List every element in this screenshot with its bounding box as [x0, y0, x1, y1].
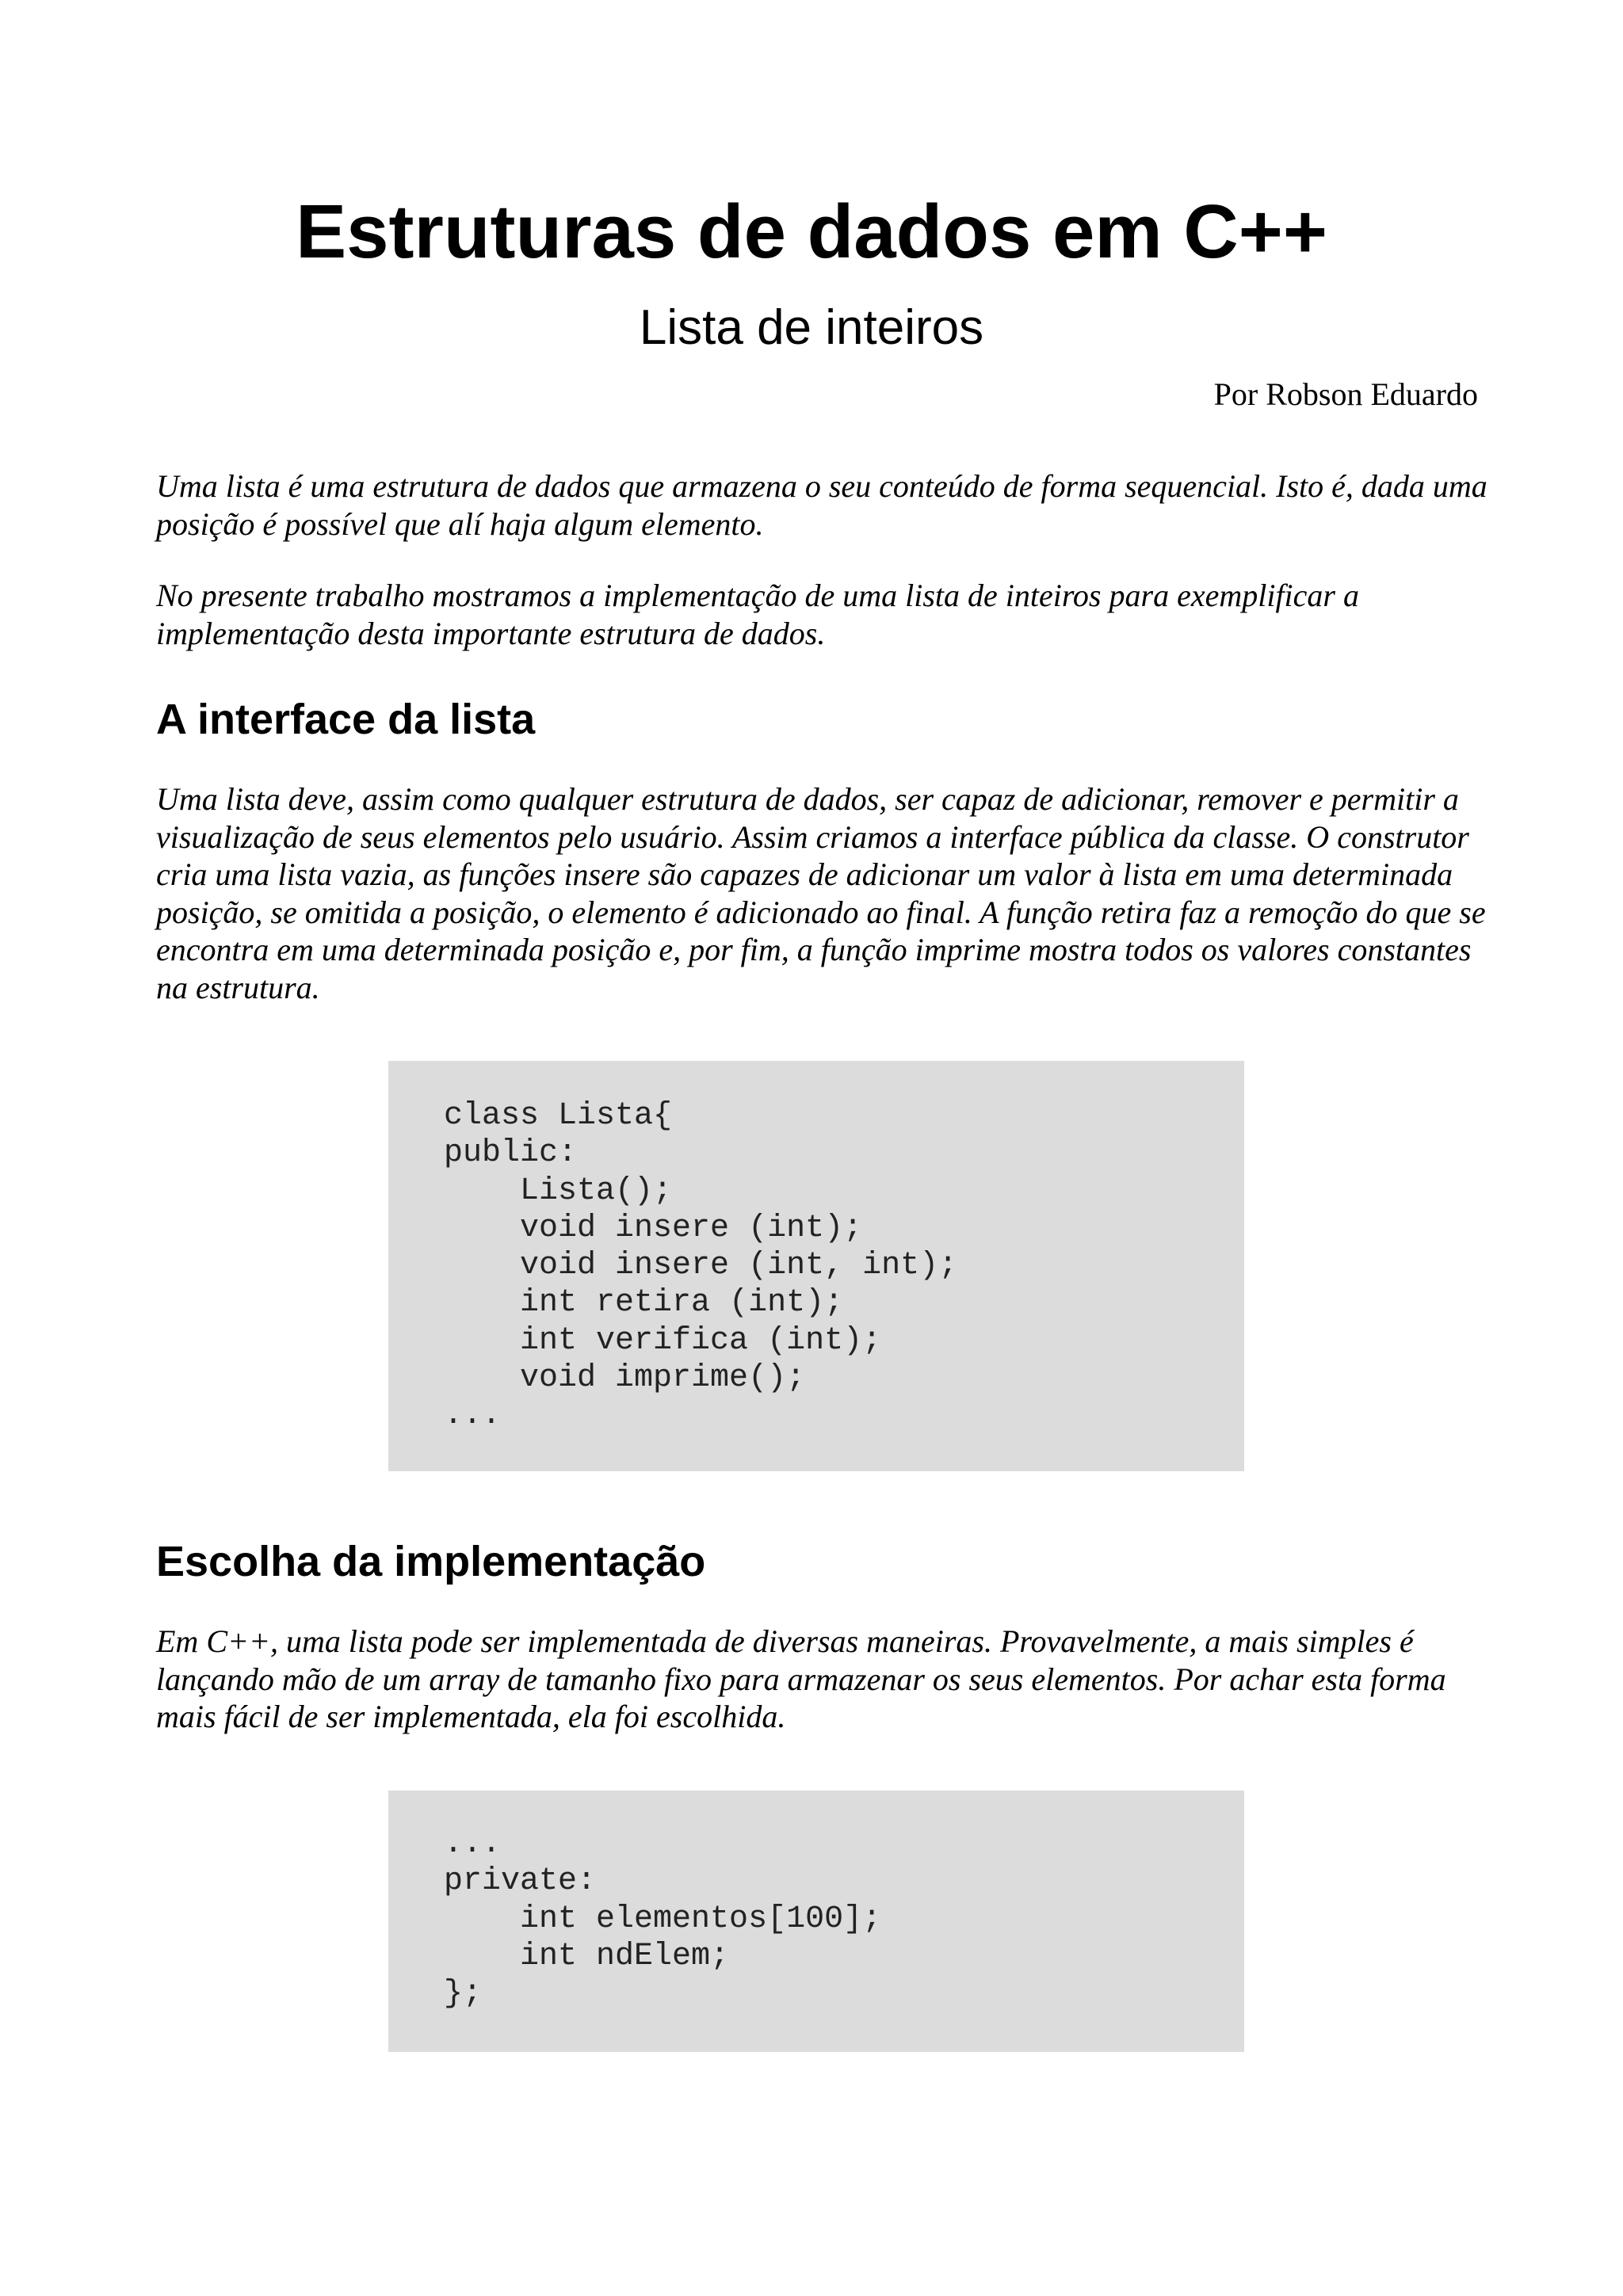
code-line: void insere (int); [444, 1210, 863, 1246]
code-line: public: [444, 1135, 578, 1172]
code-line: ... [444, 1826, 502, 1862]
code-line: Lista(); [444, 1173, 673, 1209]
code-line: }; [444, 1976, 483, 2012]
section-heading-implementation: Escolha da implementação [156, 1538, 706, 1585]
section-paragraph-interface: Uma lista deve, assim como qualquer estrutura de dados, ser capaz de adicionar, remover e permitir a visualização de seus elementos pelo usuário. Assim criamos a interface pública da classe. O construtor cria uma lista vazia, as funções insere são capazes de adicionar um valor à lista em uma determinada posição, se omitida a posição, o elemento é adicionado ao final. A função retira faz a remoção do que se encontra em uma determinada posição e, por fim, a função imprime mostra todos os valores constantes na estrutura. [156, 781, 1486, 1005]
intro-paragraph: No presente trabalho mostramos a implementação de uma lista de inteiros para exemplificar a implementação desta importante estrutura de dados. [156, 578, 1359, 651]
intro-paragraph: Uma lista é uma estrutura de dados que armazena o seu conteúdo de forma sequencial. Isto é, dada uma posição é possível que alí haja algum elemento. [156, 468, 1487, 542]
section-paragraph-implementation: Em C++, uma lista pode ser implementada de diversas maneiras. Provavelmente, a mais simples é lançando mão de um array de tamanho fixo para armazenar os seus elementos. Por achar esta forma mais fácil de ser implementada, ela foi escolhida. [156, 1623, 1446, 1734]
section-heading-interface: A interface da lista [156, 696, 536, 743]
document-author: Por Robson Eduardo [1213, 376, 1478, 412]
code-line: class Lista{ [444, 1098, 673, 1134]
code-line: ... [444, 1398, 502, 1434]
code-line: int elementos[100]; [444, 1901, 882, 1937]
code-block-implementation [388, 1791, 1244, 2052]
code-line: private: [444, 1863, 597, 1900]
code-line: int verifica (int); [444, 1322, 882, 1359]
document-subtitle: Lista de inteiros [639, 300, 984, 355]
code-line: int retira (int); [444, 1285, 844, 1322]
code-block-interface [388, 1061, 1244, 1471]
code-line: void imprime(); [444, 1360, 806, 1397]
document-title: Estruturas de dados em C++ [296, 189, 1327, 274]
code-line: int ndElem; [444, 1938, 730, 1974]
code-line: void insere (int, int); [444, 1248, 958, 1284]
